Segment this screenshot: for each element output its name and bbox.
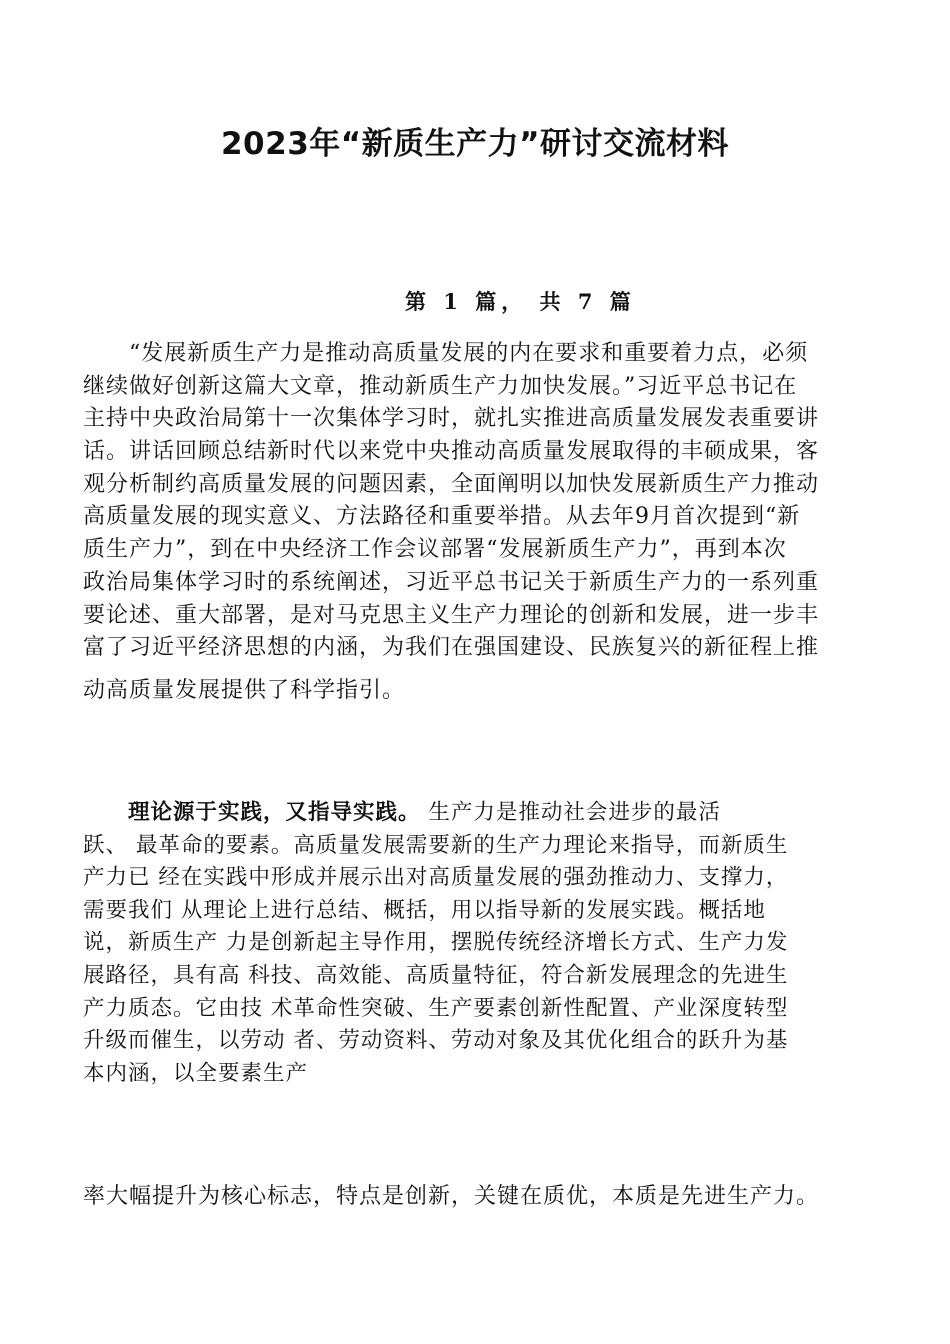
paragraph-continuation xyxy=(83,1181,819,1213)
text-line: 继续做好创新这篇大文章，推动新质生产力加快发展。”习近平总书记在 xyxy=(83,373,798,399)
text-line: 政治局集体学习时的系统阐述，习近平总书记关于新质生产力的一系列重 xyxy=(83,569,820,595)
text-line: 率大幅提升为核心标志，特点是创新，关键在质优，本质是先进生产力。 xyxy=(83,1184,820,1209)
document-title: 2023年“新质生产力”研讨交流材料 xyxy=(220,126,730,162)
text-line: 富了习近平经济思想的内涵，为我们在强国建设、民族复兴的新征程上推 xyxy=(83,635,820,661)
text-line: 要论述、重大部署，是对马克思主义生产力理论的创新和发展，进一步丰 xyxy=(83,602,820,628)
paragraph-lead-heading: 理论源于实践，又指导实践。 xyxy=(83,800,421,825)
paragraph-theory xyxy=(83,797,788,1090)
text-line: 产力质态。它由技 术革命性突破、生产要素创新性配置、产业深度转型 xyxy=(83,995,789,1021)
text-line: 观分析制约高质量发展的问题因素，全面阐明以加快发展新质生产力推动 xyxy=(83,471,820,497)
text-line: 说，新质生产 力是创新起主导作用，摆脱传统经济增长方式、生产力发 xyxy=(83,930,789,956)
text-line: 高质量发展的现实意义、方法路径和重要举措。从去年9月首次提到“新 xyxy=(83,504,801,530)
text-line: 主持中央政治局第十一次集体学习时，就扎实推进高质量发展发表重要讲 xyxy=(83,406,820,432)
text-line: 跃、 最革命的要素。高质量发展需要新的生产力理论来指导，而新质生 xyxy=(83,832,789,858)
part-label: 第 1 篇， 共 7 篇 xyxy=(405,289,636,314)
text-line: 话。讲话回顾总结新时代以来党中央推动高质量发展取得的丰硕成果，客 xyxy=(83,439,820,465)
text-line: 产力已 经在实践中形成并展示出对高质量发展的强劲推动力、支撑力， xyxy=(83,865,789,891)
text-line: 升级而催生，以劳动 者、劳动资料、劳动对象及其优化组合的跃升为基 xyxy=(83,1028,789,1054)
text-line: “发展新质生产力是推动高质量发展的内在要求和重要着力点，必须 xyxy=(83,341,809,366)
text-line xyxy=(83,797,788,830)
text-line: 需要我们 从理论上进行总结、概括，用以指导新的发展实践。概括地 xyxy=(83,897,766,923)
text-line: 动高质量发展提供了科学指引。 xyxy=(83,677,406,703)
paragraph-lead-rest: 生产力是推动社会进步的最活 xyxy=(420,800,721,825)
text-line: 展路径，具有高 科技、高效能、高质量特征，符合新发展理念的先进生 xyxy=(83,962,789,988)
paragraph-intro xyxy=(83,338,819,708)
text-line: 质生产力”，到在中央经济工作会议部署“发展新质生产力”，再到本次 xyxy=(83,537,787,563)
text-line: 本内涵，以全要素生产 xyxy=(83,1060,309,1086)
